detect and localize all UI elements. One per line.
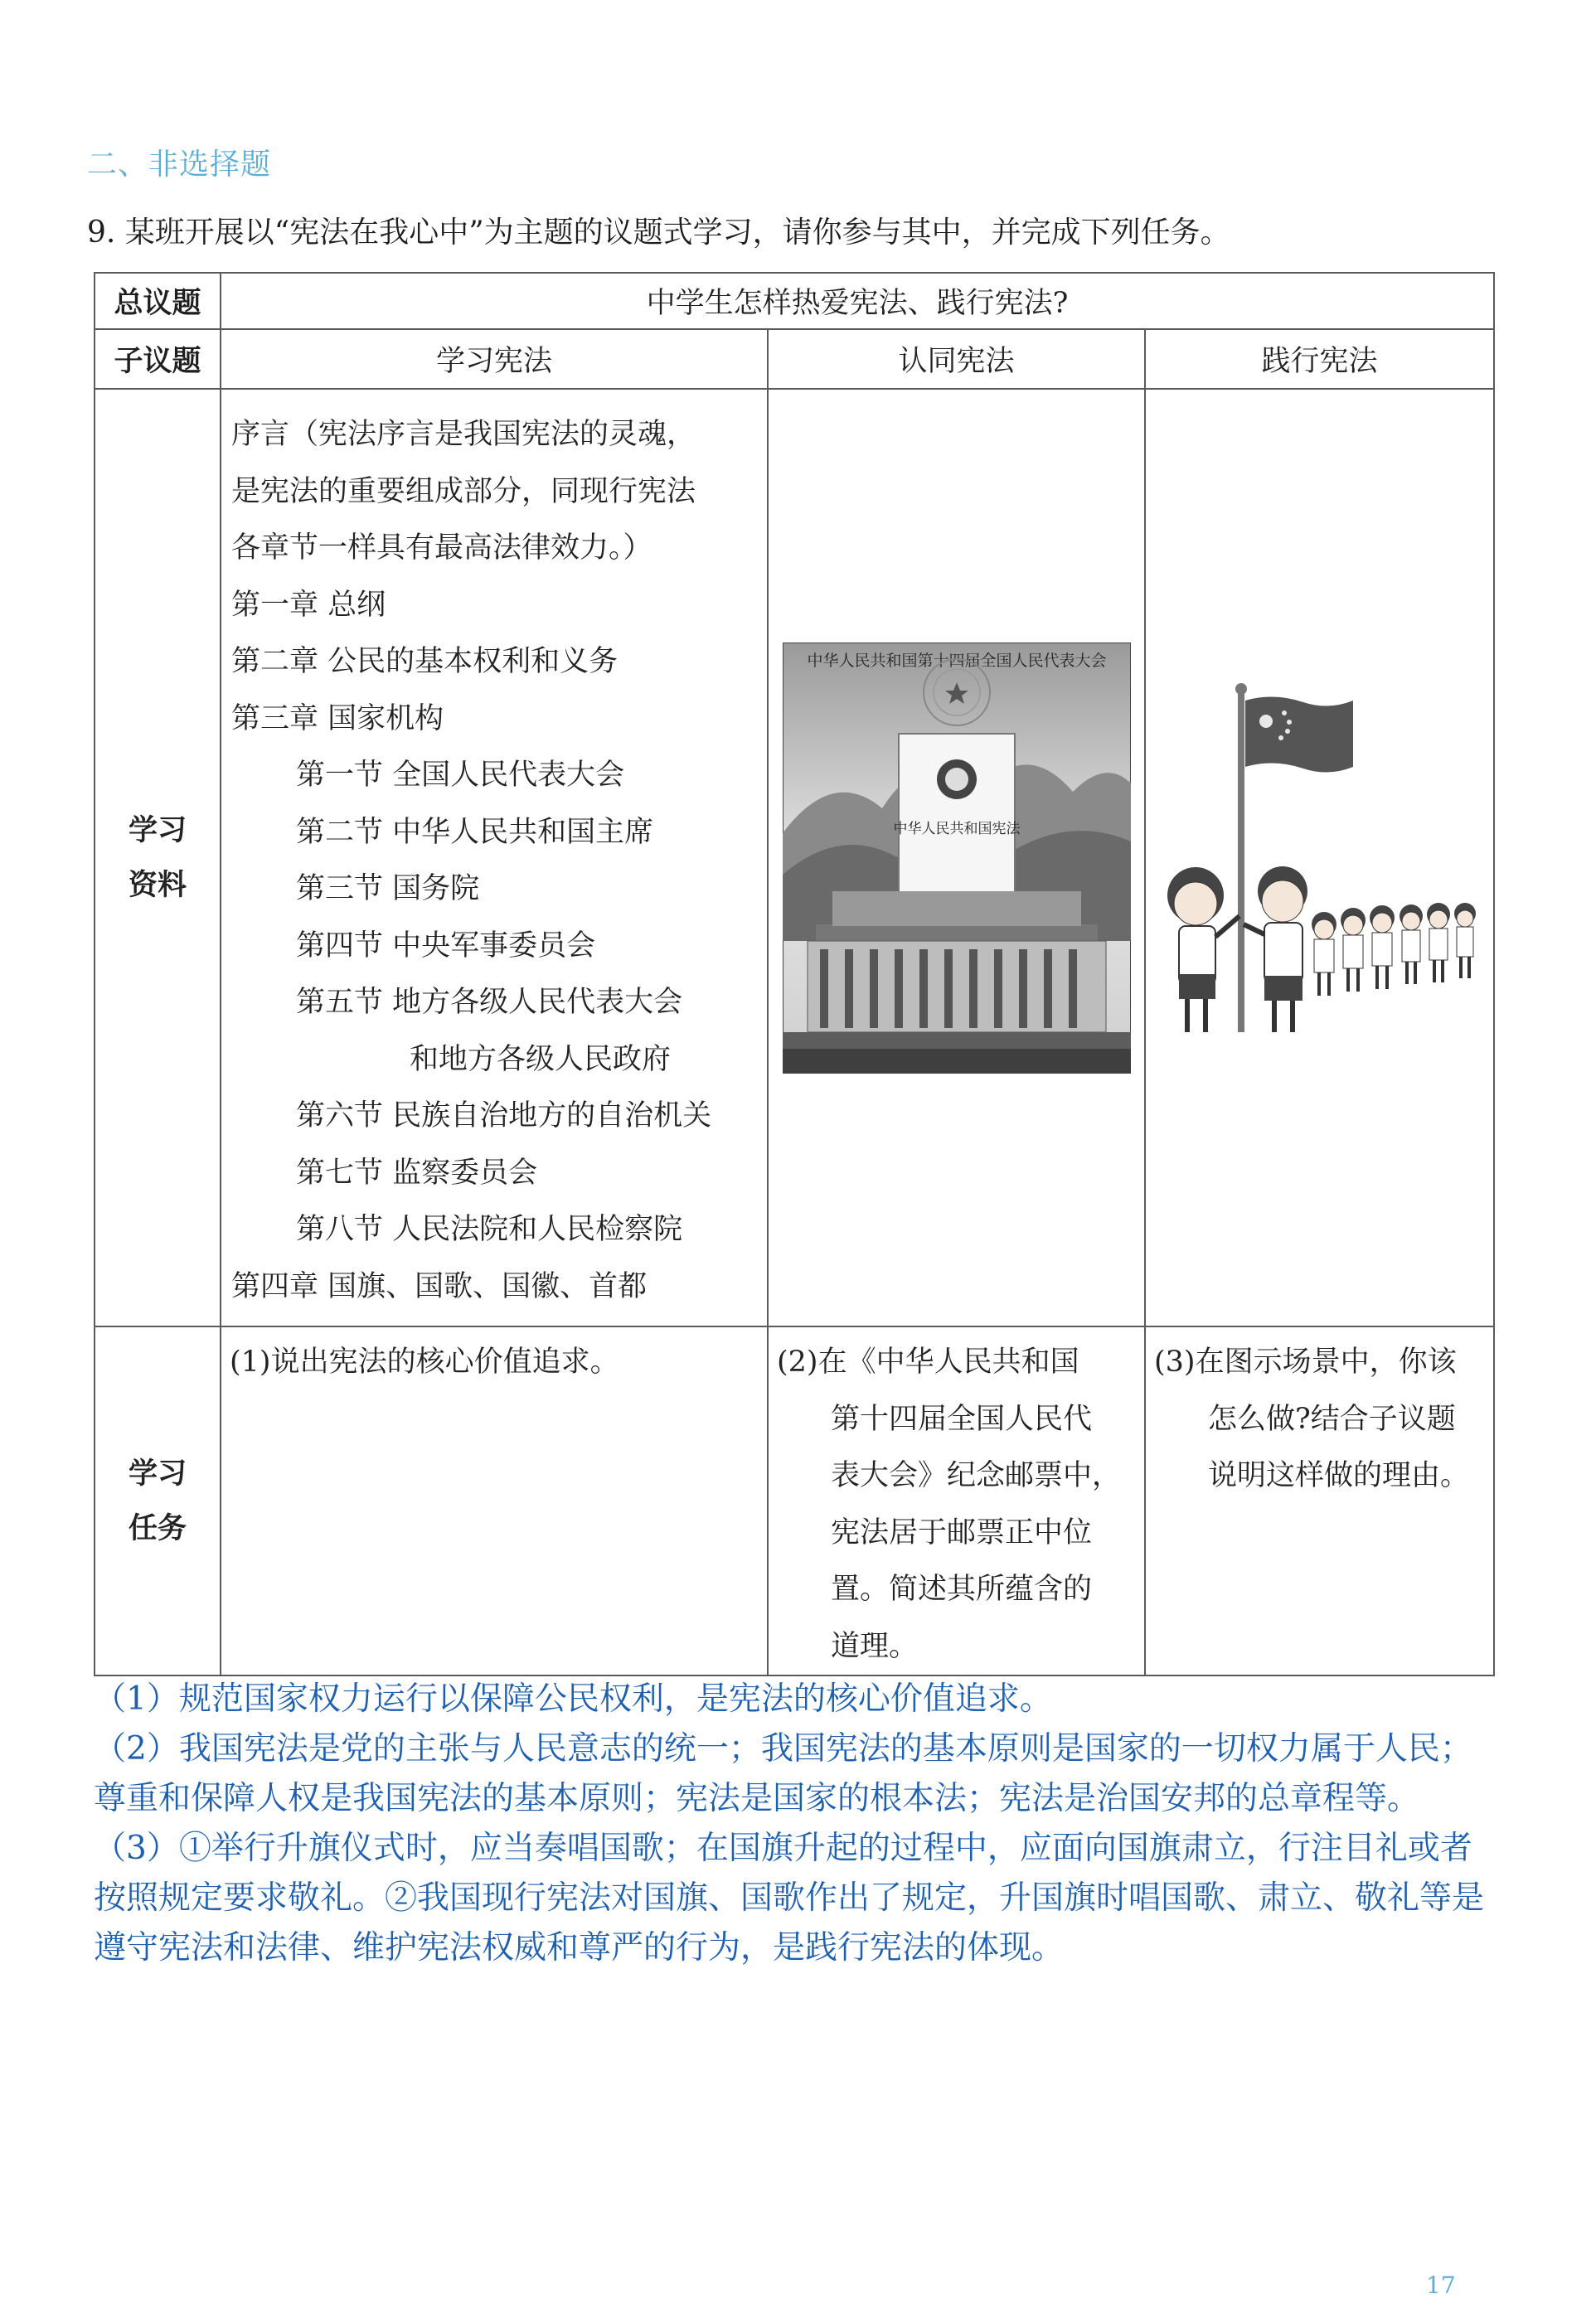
sub-topic-1: 学习宪法 xyxy=(221,329,768,389)
sub-topic-2: 认同宪法 xyxy=(768,329,1145,389)
task-line: (3)在图示场景中，你该 xyxy=(1154,1346,1457,1379)
student-girl-icon xyxy=(1167,867,1239,1032)
contents-line: 第五节 地方各级人民代表大会 xyxy=(296,986,683,1019)
task-line: 说明这样做的理由。 xyxy=(1208,1459,1470,1492)
topic-table xyxy=(94,272,1495,1676)
flag-raising-illustration xyxy=(1150,676,1490,1040)
materials-label: 学习资料 xyxy=(95,389,221,1326)
task-line: 道理。 xyxy=(831,1629,919,1663)
contents-line: 第七节 监察委员会 xyxy=(296,1156,538,1190)
task-line: 宪法居于邮票正中位 xyxy=(831,1515,1093,1549)
task-line: 表大会》纪念邮票中， xyxy=(831,1459,1122,1492)
main-topic: 中学生怎样热爱宪法、践行宪法? xyxy=(221,273,1494,329)
question-text: 9. 某班开展以“宪法在我心中”为主题的议题式学习，请你参与其中，并完成下列任务。 xyxy=(87,216,1230,250)
tasks-label: 学习任务 xyxy=(95,1326,221,1675)
commemorative-stamp-image xyxy=(783,643,1131,1074)
contents-line: 第三节 国务院 xyxy=(296,872,480,905)
task-1 xyxy=(221,1326,768,1675)
students-saluting-group-icon xyxy=(1312,903,1476,996)
contents-line: 第四章 国旗、国歌、国徽、首都 xyxy=(231,1269,648,1303)
contents-line: 第一节 全国人民代表大会 xyxy=(296,759,625,792)
answer-2: （2）我国宪法是党的主张与人民意志的统一；我国宪法的基本原则是国家的一切权力属于人民；尊重和保障人权是我国宪法的基本原则；宪法是国家的根本法；宪法是治国安邦的总章程等。 xyxy=(94,1730,1472,1817)
task-line: (2)在《中华人民共和国 xyxy=(777,1346,1079,1379)
task-line: 置。简述其所蕴含的 xyxy=(831,1573,1093,1606)
sub-topic-3: 践行宪法 xyxy=(1145,329,1494,389)
sub-topic-label: 子议题 xyxy=(95,329,221,389)
task-line: 第十四届全国人民代 xyxy=(831,1402,1093,1436)
contents-line: 第六节 民族自治地方的自治机关 xyxy=(296,1099,712,1132)
answer-1: （1）规范国家权力运行以保障公民权利，是宪法的核心价值追求。 xyxy=(94,1680,1052,1718)
contents-line: 序言（宪法序言是我国宪法的灵魂， xyxy=(231,418,696,451)
task-3 xyxy=(1145,1326,1494,1675)
flag-raising-cell xyxy=(1145,389,1494,1326)
contents-line: 各章节一样具有最高法律效力。） xyxy=(231,531,652,565)
task-line: (1)说出宪法的核心价值追求。 xyxy=(230,1346,619,1379)
contents-line: 第二章 公民的基本权利和义务 xyxy=(231,645,619,678)
contents-line: 第八节 人民法院和人民检察院 xyxy=(296,1213,683,1246)
answer-block xyxy=(94,1675,1503,1973)
contents-line: 第二节 中华人民共和国主席 xyxy=(296,815,654,849)
answer-3: （3）①举行升旗仪式时，应当奏唱国歌；在国旗升起的过程中，应面向国旗肃立，行注目礼或者按照规定要求敬礼。②我国现行宪法对国旗、国歌作出了规定，升国旗时唱国歌、肃立、敬礼等是遵守宪法和法律、维护宪法权威和尊严的行为，是践行宪法的体现。 xyxy=(94,1830,1485,1966)
main-topic-label: 总议题 xyxy=(95,273,221,329)
stamp-header: 中华人民共和国第十四届全国人民代表大会 xyxy=(806,651,1107,670)
stamp-cell xyxy=(768,389,1145,1326)
contents-line: 是宪法的重要组成部分，同现行宪法 xyxy=(231,474,696,508)
student-boy-icon xyxy=(1244,866,1307,1032)
task-2 xyxy=(768,1326,1145,1675)
contents-line: 第四节 中央军事委员会 xyxy=(296,929,596,963)
page-number: 17 xyxy=(1426,2272,1456,2299)
section-title: 二、非选择题 xyxy=(87,148,272,182)
contents-line: 第三章 国家机构 xyxy=(231,701,444,735)
contents-line: 第一章 总纲 xyxy=(231,588,386,622)
stamp-book-title: 中华人民共和国宪法 xyxy=(893,820,1020,837)
task-line: 怎么做?结合子议题 xyxy=(1208,1402,1456,1436)
constitution-contents xyxy=(221,389,768,1326)
contents-line: 和地方各级人民政府 xyxy=(410,1042,672,1076)
